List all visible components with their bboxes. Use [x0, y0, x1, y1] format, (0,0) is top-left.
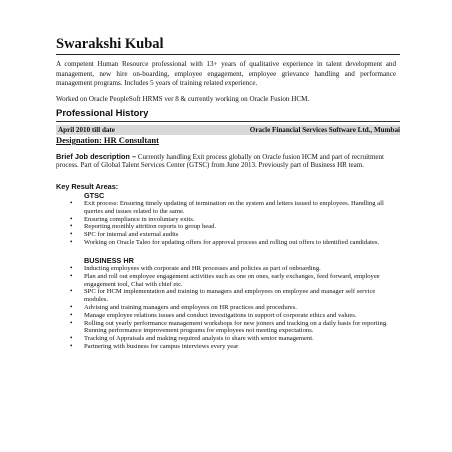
- list-item: • SPC for internal and external audits: [70, 231, 392, 239]
- job-date: April 2010 till date: [58, 126, 115, 134]
- section-title: Professional History: [56, 108, 149, 119]
- list-item: • Partnering with business for campus interviews every year: [70, 343, 392, 351]
- brief-job-description: [56, 153, 396, 169]
- group-heading-gtsc: GTSC: [84, 191, 105, 200]
- list-item: • Exit process: Ensuring timely updating of termination on the system and letters issued to employees. Handling all queries and issues related to the same.: [70, 200, 392, 216]
- job-company: Oracle Financial Services Software Ltd., Mumbai: [249, 126, 400, 134]
- name-divider: [56, 54, 400, 55]
- candidate-name: Swarakshi Kubal: [56, 36, 164, 52]
- section-divider: [56, 121, 400, 122]
- job-designation: Designation: HR Consultant: [56, 135, 159, 145]
- list-item: • SPC for HCM implementation and training to managers and employees on employee and manager self service modules.: [70, 288, 392, 304]
- list-item: • Rolling out yearly performance management workshops for new joiners and tracking on a daily basis for reporting. Running performance improvement programs for employees not meeting expectations.: [70, 320, 392, 336]
- job-header-band: [56, 125, 400, 135]
- list-item: • Tracking of Appraisals and making required analysis to share with senior management.: [70, 335, 392, 343]
- brief-text: Currently handling Exit process globally on Oracle fusion HCM and part of recruitment process. Part of Global Talent Services Center (GTSC) from June 2013. Previously part of Business HR team.: [56, 153, 384, 170]
- list-item: • Working on Oracle Taleo for updating offers for approval process and rolling out offers to identified candidates.: [70, 239, 392, 247]
- list-item: • Reporting monthly attrition reports to group head.: [70, 223, 392, 231]
- business-hr-list: [70, 265, 392, 351]
- list-item: • Inducting employees with corporate and HR processes and policies as part of onboarding.: [70, 265, 392, 273]
- list-item: • Manage employee relations issues and conduct investigations in support of corporate ethics and values.: [70, 312, 392, 320]
- profile-summary: A competent Human Resource professional with 13+ years of qualitative experience in talent development and management, new hire on-boarding, employee engagement, employee grievance handling and performance management programs. Includes 5 years of training related experience.: [56, 60, 396, 88]
- kra-heading: Key Result Areas:: [56, 182, 119, 191]
- gtsc-list: [70, 200, 392, 247]
- list-item: • Ensuring compliance in involuntary exits.: [70, 216, 392, 224]
- list-item: • Plan and roll out employee engagement activities such as one on ones, early exchanges, feed forward, employee engagement tool, Chai with chief etc.: [70, 273, 392, 289]
- systems-experience: Worked on Oracle PeopleSoft HRMS ver 8 & currently working on Oracle Fusion HCM.: [56, 95, 310, 103]
- group-heading-business-hr: BUSINESS HR: [84, 256, 134, 265]
- list-item: • Advising and training managers and employees on HR practices and procedures.: [70, 304, 392, 312]
- brief-label: Brief Job description –: [56, 152, 137, 161]
